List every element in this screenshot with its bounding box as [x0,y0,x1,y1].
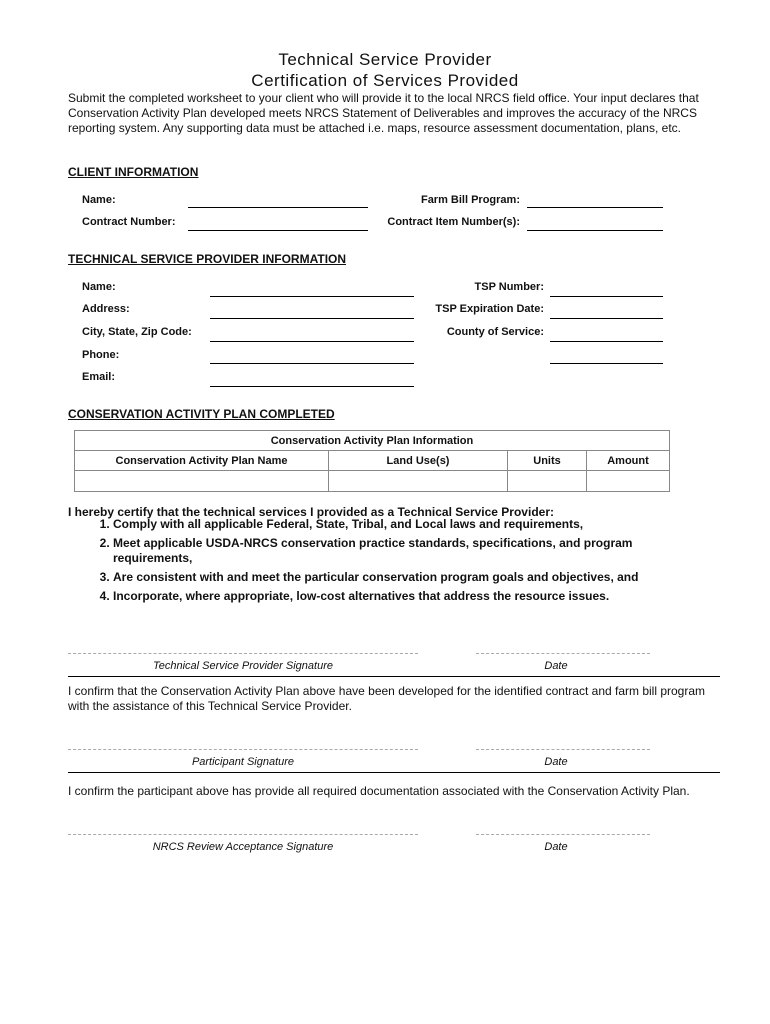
contract-item-label: Contract Item Number(s): [387,216,520,228]
divider [68,772,720,773]
extra-field[interactable] [550,363,663,364]
tsp-section-heading: TECHNICAL SERVICE PROVIDER INFORMATION [68,252,347,266]
nrcs-signature-caption: NRCS Review Acceptance Signature [152,841,334,853]
email-field[interactable] [210,386,414,387]
cap-table [74,430,670,492]
certify-statement: I hereby certify that the technical services I provided as a Technical Service Provider: [68,505,554,519]
tsp-signature-line[interactable] [68,653,418,654]
county-label: County of Service: [446,326,544,338]
tsp-name-label: Name: [82,281,116,293]
farm-bill-field[interactable] [527,207,663,208]
col-units: Units [508,451,587,471]
nrcs-signature-line[interactable] [68,834,418,835]
client-name-label: Name: [82,194,116,206]
confirm-plan-text: I confirm that the Conservation Activity Plan above have been developed for the identified contract and farm bill program with the assistance of this Technical Service Provider. [68,684,706,713]
requirements-list [86,513,713,604]
client-name-field[interactable] [188,207,368,208]
col-plan-name: Conservation Activity Plan Name [75,451,329,471]
phone-field[interactable] [210,363,414,364]
address-field[interactable] [210,318,414,319]
tsp-date-caption: Date [544,660,568,672]
tsp-expiration-field[interactable] [550,318,663,319]
city-state-zip-field[interactable] [210,341,414,342]
col-land-use: Land Use(s) [329,451,508,471]
list-item: 1. Comply with all applicable Federal, State, Tribal, and Local laws and requirements, [113,517,713,532]
cap-section-heading: CONSERVATION ACTIVITY PLAN COMPLETED [68,407,335,421]
plan-name-cell[interactable] [75,471,329,492]
client-section-heading: CLIENT INFORMATION [68,165,199,179]
nrcs-date-caption: Date [544,841,568,853]
title-line-1: Technical Service Provider [278,50,492,69]
intro-paragraph: Submit the completed worksheet to your client who will provide it to the local NRCS field office. Your input declares that Conservation Activity Plan developed meets NRCS Statement of Deliverables and improves the accuracy of the NRCS reporting system. Any supporting data must be attached i.e. maps, resource assessment documentation, plans, etc. [68,91,699,135]
contract-item-field[interactable] [527,230,663,231]
tsp-number-label: TSP Number: [474,281,544,293]
tsp-expiration-label: TSP Expiration Date: [435,303,544,315]
nrcs-date-line[interactable] [476,834,650,835]
participant-signature-caption: Participant Signature [191,756,295,768]
email-label: Email: [82,371,116,383]
land-use-cell[interactable] [329,471,508,492]
participant-date-caption: Date [544,756,568,768]
title-line-2: Certification of Services Provided [251,71,519,90]
list-item: 4. Incorporate, where appropriate, low-cost alternatives that address the resource issues. [113,589,713,604]
tsp-signature-caption: Technical Service Provider Signature [153,660,333,672]
list-item: 2. Meet applicable USDA-NRCS conservation practice standards, specifications, and program requirements, [113,536,713,566]
city-state-zip-label: City, State, Zip Code: [82,326,192,338]
phone-label: Phone: [82,349,120,361]
amount-cell[interactable] [587,471,670,492]
col-amount: Amount [587,451,670,471]
confirm-docs-text: I confirm the participant above has provide all required documentation associated with the Conservation Activity Plan. [68,784,690,798]
address-label: Address: [82,303,130,315]
participant-date-line[interactable] [476,749,650,750]
divider [68,676,720,677]
list-item: 3. Are consistent with and meet the particular conservation program goals and objectives, and [113,570,713,585]
units-cell[interactable] [508,471,587,492]
county-field[interactable] [550,341,663,342]
tsp-number-field[interactable] [550,296,663,297]
contract-number-label: Contract Number: [82,216,176,228]
contract-number-field[interactable] [188,230,368,231]
farm-bill-label: Farm Bill Program: [420,194,520,206]
tsp-date-line[interactable] [476,653,650,654]
participant-signature-line[interactable] [68,749,418,750]
tsp-name-field[interactable] [210,296,414,297]
cap-table-title: Conservation Activity Plan Information [75,431,670,451]
